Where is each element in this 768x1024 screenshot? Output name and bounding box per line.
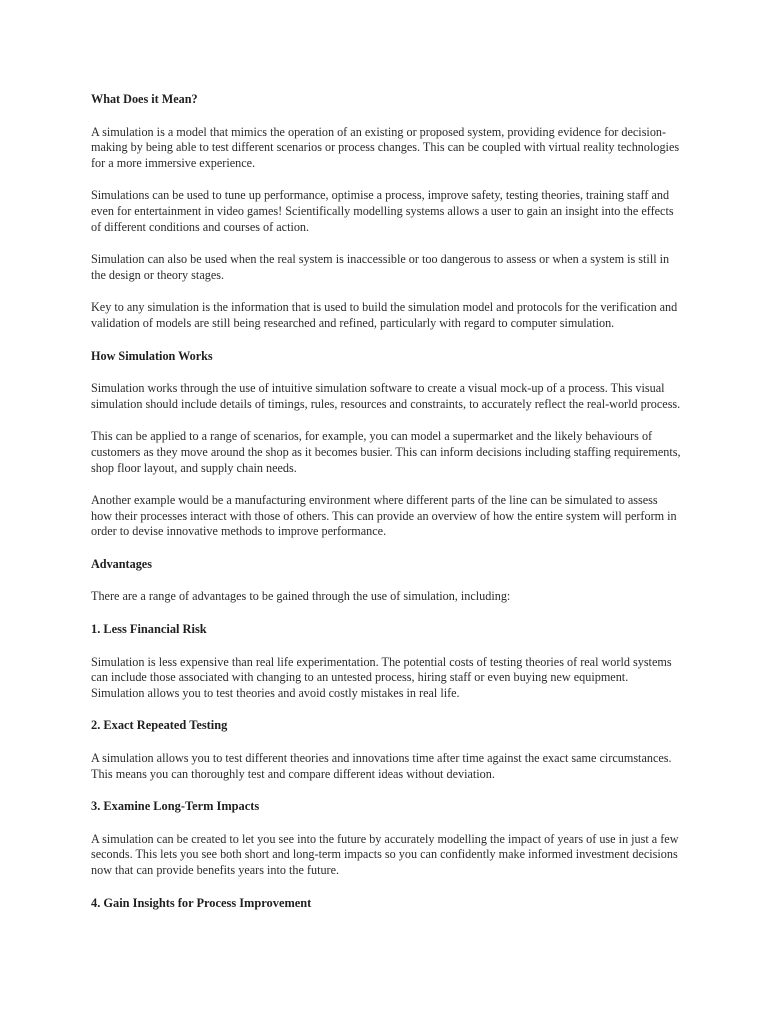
heading-less-financial-risk: 1. Less Financial Risk bbox=[91, 622, 207, 637]
paragraph-simulation-definition: A simulation is a model that mimics the operation of an existing or proposed system, providing evidence for decision-making by being able to test different scenarios or process changes. This can be coupled with virtual reality technologies for a more immersive experience. bbox=[91, 124, 680, 170]
heading-how-simulation-works: How Simulation Works bbox=[91, 348, 213, 363]
heading-process-improvement: 4. Gain Insights for Process Improvement bbox=[91, 895, 312, 910]
paragraph-less-financial-risk: Simulation is less expensive than real life experimentation. The potential costs of testing theories of real world systems can include those associated with changing to an untested process, hiring staff or even buying new equipment. Simulation allows you to test theories and avoid costly mistakes in real life. bbox=[91, 654, 672, 700]
paragraph-manufacturing-example: Another example would be a manufacturing environment where different parts of the line can be simulated to assess how their processes interact with those of others. This can provide an overview of how the entire system will perform in order to devise innovative methods to improve performance. bbox=[91, 493, 677, 539]
paragraph-supermarket-example: This can be applied to a range of scenarios, for example, you can model a supermarket and the likely behaviours of customers as they move around the shop as it becomes busier. This can inform decisions including staffing requirements, shop floor layout, and supply chain needs. bbox=[91, 429, 681, 475]
paragraph-advantages-intro: There are a range of advantages to be gained through the use of simulation, including: bbox=[91, 589, 511, 604]
paragraph-inaccessible-systems: Simulation can also be used when the real system is inaccessible or too dangerous to assess or when a system is still in the design or theory stages. bbox=[91, 252, 670, 282]
heading-advantages: Advantages bbox=[91, 556, 152, 571]
heading-long-term-impacts: 3. Examine Long-Term Impacts bbox=[91, 799, 260, 814]
paragraph-simulation-uses: Simulations can be used to tune up performance, optimise a process, improve safety, testing theories, training staff and even for entertainment in video games! Scientifically modelling systems allows a user to gain an insight into the effects of different conditions and courses of action. bbox=[91, 188, 674, 234]
paragraph-simulation-software: Simulation works through the use of intuitive simulation software to create a visual mock-up of a process. This visual simulation should include details of timings, rules, resources and constraints, to accurately reflect the real-world process. bbox=[91, 381, 681, 411]
heading-what-does-it-mean: What Does it Mean? bbox=[91, 92, 198, 106]
paragraph-long-term-impacts: A simulation can be created to let you see into the future by accurately modelling the impact of years of use in just a few seconds. This lets you see both short and long-term impacts so you can confidently make informed investment decisions now that can provide benefits years into the future. bbox=[91, 831, 679, 877]
paragraph-exact-repeated-testing: A simulation allows you to test different theories and innovations time after time against the exact same circumstances. This means you can thoroughly test and compare different ideas without deviation. bbox=[91, 751, 672, 781]
document-page bbox=[91, 92, 681, 928]
paragraph-key-information: Key to any simulation is the information that is used to build the simulation model and protocols for the verification and validation of models are still being researched and refined, particularly with regard to computer simulation. bbox=[91, 300, 678, 330]
heading-exact-repeated-testing: 2. Exact Repeated Testing bbox=[91, 718, 228, 733]
